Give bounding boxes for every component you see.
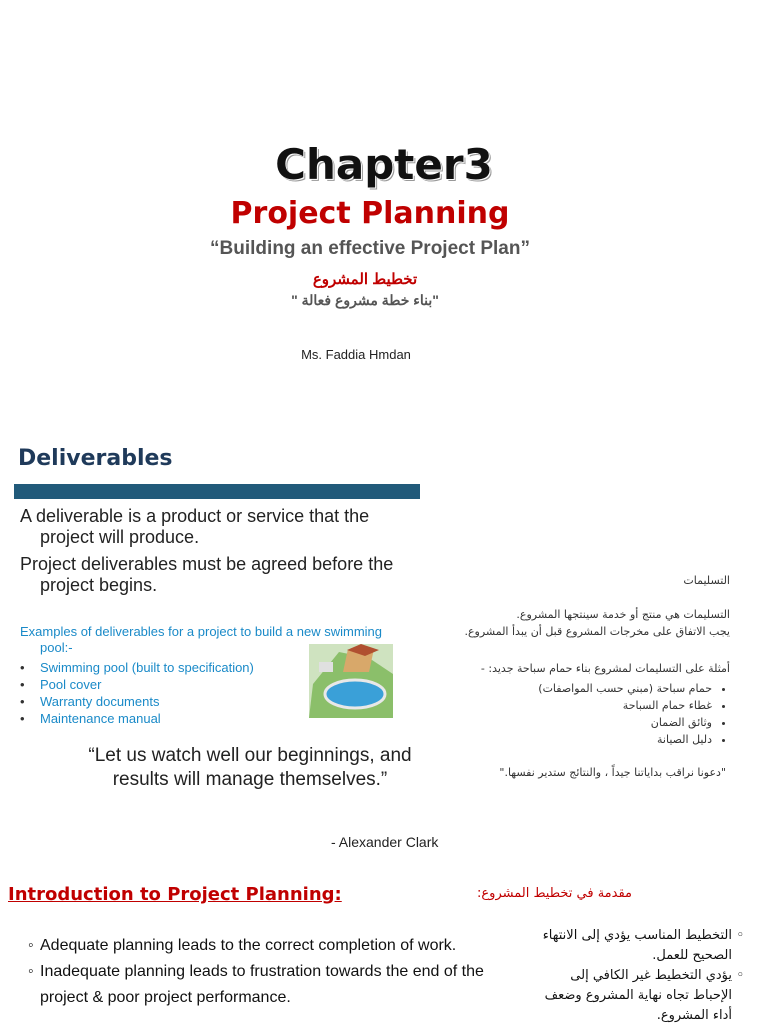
arabic-examples-list <box>538 680 730 748</box>
quote-line-2: results will manage themselves.” <box>112 769 388 790</box>
deliverable-agreement <box>20 554 393 596</box>
definition-line-2: project will produce. <box>40 527 200 547</box>
chapter-tagline: “Building an effective Project Plan” <box>210 238 530 259</box>
list-item: • دليل الصيانة <box>538 731 712 748</box>
arabic-tagline: "بناء خطة مشروع فعالة " <box>291 292 439 308</box>
arabic-examples-heading: أمثلة على التسليمات لمشروع بناء حمام سباحة جديد: - <box>480 662 730 675</box>
intro-list <box>28 933 518 1011</box>
list-item: • Warranty documents <box>20 693 254 710</box>
examples-heading-line-1: Examples of deliverables for a project to build a new swimming <box>20 624 383 639</box>
list-item: • غطاء حمام السباحة <box>538 697 712 714</box>
heading-divider-bar <box>14 484 420 499</box>
list-item: • Swimming pool (built to specification) <box>20 659 254 676</box>
arabic-title: تخطيط المشروع <box>312 271 418 288</box>
quote-line-1: “Let us watch well our beginnings, and <box>88 745 412 766</box>
list-item: • Maintenance manual <box>20 710 254 727</box>
list-item: • وثائق الضمان <box>538 714 712 731</box>
examples-heading-line-2: pool:- <box>40 640 73 655</box>
list-item: ◦ Adequate planning leads to the correct completion of work. <box>28 933 518 959</box>
agreement-line-1: Project deliverables must be agreed before the <box>20 554 394 574</box>
list-item: • حمام سباحة (مبني حسب المواصفات) <box>538 680 712 697</box>
examples-heading <box>20 624 460 656</box>
deliverables-heading: Deliverables <box>18 446 173 471</box>
deliverable-definition <box>20 506 369 548</box>
swimming-pool-illustration <box>309 644 393 718</box>
definition-line-1: A deliverable is a product or service that the <box>20 506 370 526</box>
arabic-deliverables-heading: التسليمات <box>683 574 730 587</box>
list-item: ◦ التخطيط المناسب يؤدي إلى الانتهاء الصحيح للعمل. <box>534 926 744 966</box>
agreement-line-2: project begins. <box>40 575 158 595</box>
quote-text <box>40 744 460 792</box>
arabic-quote: "دعونا نراقب بداياتنا جيداً ، والنتائج ستدير نفسها." <box>499 766 726 779</box>
intro-heading: Introduction to Project Planning: <box>8 884 342 905</box>
list-item: ◦ Inadequate planning leads to frustration towards the end of the project & poor project performance. <box>28 959 518 1011</box>
quote-author: - Alexander Clark <box>331 834 439 850</box>
arabic-agreement: يجب الاتفاق على مخرجات المشروع قبل أن يبدأ المشروع. <box>464 625 730 638</box>
arabic-intro-heading: مقدمة في تخطيط المشروع: <box>477 886 632 901</box>
list-item: ◦ يؤدي التخطيط غير الكافي إلى الإحباط تجاه نهاية المشروع وضعف أداء المشروع. <box>534 966 744 1026</box>
chapter-title: Chapter3 <box>275 140 493 189</box>
author-name: Ms. Faddia Hmdan <box>301 347 411 362</box>
arabic-intro-list <box>534 926 744 1026</box>
chapter-subtitle: Project Planning <box>230 196 510 231</box>
list-item: • Pool cover <box>20 676 254 693</box>
arabic-definition: التسليمات هي منتج أو خدمة سينتجها المشروع. <box>516 608 730 621</box>
examples-list <box>20 659 254 727</box>
